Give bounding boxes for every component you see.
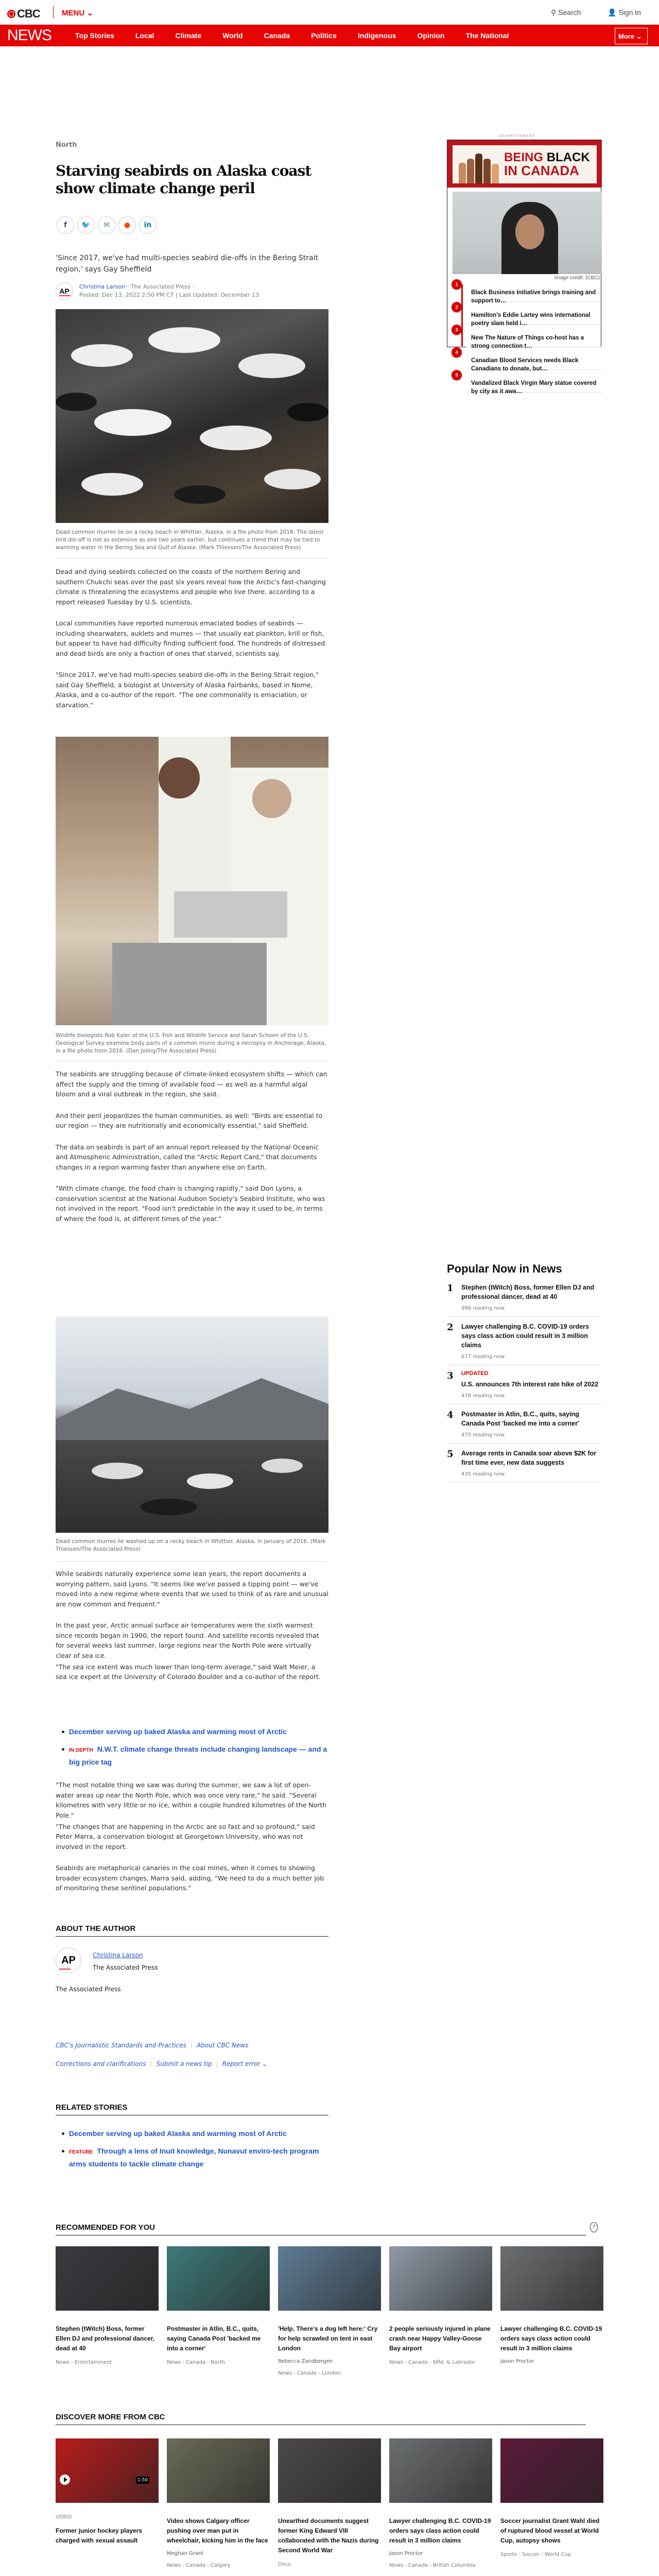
ad-story-title: Black Business Initiative brings training and support to…	[471, 290, 596, 304]
discover-row-1	[56, 2438, 612, 2570]
standards-links	[56, 2042, 248, 2049]
reddit-icon[interactable]: ●	[118, 216, 136, 234]
reading-count: 478 reading now	[461, 1393, 505, 1399]
story-author: Rebecca Zandbergen	[278, 2359, 333, 2364]
standards-link[interactable]: Report error	[222, 2060, 261, 2067]
popular-title[interactable]: Postmaster in Atlin, B.C., quits, saying Canada Post 'backed me into a corner'	[461, 1411, 579, 1427]
story-image[interactable]	[500, 2438, 603, 2503]
ad-story-item[interactable]	[455, 370, 602, 395]
related-link-title[interactable]: Through a lens of Inuit knowledge, Nunavut enviro-tech program arms students to tackle climate change	[69, 2147, 319, 2168]
story-image[interactable]	[56, 2438, 159, 2503]
popular-rank: 3	[447, 1370, 454, 1381]
story-image[interactable]	[278, 2246, 381, 2311]
article-paragraph: The seabirds are struggling because of climate-linked ecosystem shifts — which can affect the supply and the timing of available food — as well as a harmful algal bloom and a viral outbreak in the region, she said.	[56, 1070, 327, 1098]
article-paragraph: The data on seabirds is part of an annual report released by the National Oceanic and Atmospheric Administration, called the "Arctic Report Card," that documents changes in a region warming faster than anywhere else on Earth.	[56, 1143, 319, 1171]
share-bar	[57, 216, 157, 234]
ad-story-title: Hamilton's Eddie Lartey wins international poetry slam held i…	[471, 312, 591, 327]
story-title[interactable]: Lawyer challenging B.C. COVID-19 orders says class action could result in 3 million claims	[500, 2325, 602, 2352]
popular-rank: 4	[447, 1410, 454, 1420]
story-image[interactable]	[500, 2246, 603, 2311]
story-image[interactable]	[167, 2438, 270, 2503]
play-icon[interactable]	[60, 2475, 70, 2485]
story-title[interactable]: 'Help. There's a dog left here:' Cry for help scrawled on tent in east London	[278, 2325, 378, 2352]
popular-title[interactable]: Average rents in Canada soar above $2K for first time ever, new data suggests	[461, 1450, 597, 1466]
article-deck: 'Since 2017, we've had multi-species seabird die-offs in the Bering Strait region,' says Gay Sheffield	[56, 254, 318, 274]
search-button[interactable]: ⚲ Search	[551, 8, 581, 16]
related-link[interactable]	[56, 1743, 328, 1768]
more-button[interactable]: More ⌄	[615, 28, 648, 44]
photo-caption: Dead common murres lie on a rocky beach in Whittier, Alaska, in a file photo from 2016. The latest bird die-off is not as extensive as one two years earlier, but continues a trend that may be tied to warming water in the Bering Sea and Gulf of Alaska. (Mark Thiessen/The Associated Press)	[56, 529, 324, 551]
nav-item-indigenous[interactable]: Indigenous	[357, 31, 396, 40]
ad-story-title: New The Nature of Things co-host has a strong connection t…	[471, 335, 584, 349]
twitter-icon[interactable]: 🐦	[77, 216, 95, 234]
photo-caption: Dead common murres lie washed up on a rocky beach in Whittier, Alaska, in January of 2016. (Mark Thiessen/The Associated Press)	[56, 1538, 326, 1552]
ad-story-item[interactable]	[455, 347, 602, 372]
article-paragraph: "The changes that are happening in the Arctic are so fast and so profound," said Peter Marra, a conservation biologist at Georgetown University, who was not involved in the report.	[56, 1822, 315, 1851]
related-link-title[interactable]: December serving up baked Alaska and warming most of Arctic	[69, 1727, 287, 1736]
story-label: VIDEO	[56, 2514, 72, 2520]
story-breadcrumb: News - Canada - Calgary	[167, 2563, 231, 2568]
video-duration: 1:50	[136, 2477, 149, 2484]
nav-item-top-stories[interactable]: Top Stories	[75, 31, 114, 40]
biologists-illustration	[56, 737, 328, 1025]
story-card[interactable]	[167, 2246, 270, 2378]
nav-item-opinion[interactable]: Opinion	[417, 31, 445, 40]
story-title[interactable]: Lawyer challenging B.C. COVID-19 orders says class action could result in 3 million claims	[389, 2517, 491, 2544]
article-paragraph: Seabirds are metaphorical canaries in the coal mines, when it comes to showing broader ecosystem changes, Marra said, adding, "We need to do a much better job of monitoring these sentinel populations."	[56, 1864, 324, 1892]
chevron-down-icon: ⌄	[636, 32, 642, 40]
photo-dead-murres	[56, 309, 328, 523]
ad-banner: BEING BLACK IN CANADA	[447, 140, 602, 188]
feedback-links	[56, 2060, 267, 2067]
help-button[interactable]: ?	[590, 2222, 598, 2232]
cbc-logo[interactable]: CBC	[7, 7, 40, 21]
updated-badge: UPDATED	[461, 1370, 489, 1377]
story-tag: IN DEPTH	[69, 1748, 93, 1753]
divider	[56, 1561, 328, 1562]
search-icon: ⚲	[551, 8, 557, 16]
popular-rank: 2	[447, 1322, 454, 1333]
popular-item[interactable]	[447, 1370, 601, 1404]
article-paragraph: "The sea ice extent was much lower than long-term average," said Walt Meier, a sea ice expert at the University of Colorado Boulder and a co-author of the report.	[56, 1663, 321, 1681]
story-card[interactable]	[500, 2246, 603, 2378]
story-breadcrumb: News - Canada - North	[167, 2360, 225, 2365]
nav-items	[75, 31, 530, 40]
story-breadcrumb: News - Canada - Nfld. & Labrador	[389, 2360, 476, 2365]
ad-story-item[interactable]	[455, 302, 602, 327]
post-dates: Posted: Dec 13, 2022 2:50 PM CT | Last Updated: December 13	[79, 292, 259, 298]
related-link[interactable]	[56, 1726, 328, 1737]
top-bar	[0, 0, 659, 25]
reading-count: 677 reading now	[461, 1354, 505, 1360]
linkedin-icon[interactable]: in	[139, 216, 157, 234]
author-bio: The Associated Press	[56, 1986, 121, 1993]
author-link[interactable]: Christina Larson	[79, 283, 126, 290]
rank-badge: 1	[452, 279, 462, 290]
popular-title[interactable]: Lawyer challenging B.C. COVID-19 orders says class action could result in 3 million claims	[461, 1323, 589, 1349]
popular-heading: Popular Now in News	[447, 1262, 562, 1275]
article-paragraph: "With climate change, the food chain is changing rapidly," said Don Lyons, a conservation scientist at the National Audubon Society's Seabird Institute, who was not involved in the report. "Food isn't predictable in the way it used to be, in terms of where the food is, at different times of the year."	[56, 1184, 325, 1223]
story-title[interactable]: Stephen (tWitch) Boss, former Ellen DJ and professional dancer, dead at 40	[56, 2325, 155, 2352]
related-stories-heading: RELATED STORIES	[56, 2103, 328, 2115]
popular-item[interactable]	[447, 1449, 601, 1483]
news-nav	[0, 25, 659, 46]
article-paragraph: Local communities have reported numerous emaciated bodies of seabirds — including shearwaters, auklets and murres — that usually eat plankton, krill or fish, but appear to have had difficulty finding sufficient food. The hundreds of distressed and dead birds are only a fraction of ones that starved, scientists say.	[56, 619, 325, 657]
ad-story-title: Vandalized Black Virgin Mary statue covered by city as it awa…	[471, 380, 597, 395]
related-link-title[interactable]: N.W.T. climate change threats include changing landscape — and a big price tag	[69, 1745, 327, 1766]
nav-item-canada[interactable]: Canada	[264, 31, 290, 40]
beach-illustration	[56, 1316, 328, 1533]
rank-badge: 4	[452, 347, 462, 358]
divider	[53, 6, 54, 19]
ad-story-item[interactable]	[455, 279, 602, 304]
story-image[interactable]	[389, 2246, 492, 2311]
standards-link[interactable]: Corrections and clarifications	[56, 2060, 146, 2067]
author-org: The Associated Press	[93, 1964, 158, 1971]
cbc-gem-icon	[7, 10, 15, 18]
nav-item-local[interactable]: Local	[135, 31, 154, 40]
ad-label: ADVERTISEMENT	[498, 134, 535, 138]
recommended-cards	[56, 2246, 612, 2378]
reading-count: 435 reading now	[461, 1471, 505, 1477]
nav-item-the-national[interactable]: The National	[465, 31, 509, 40]
reading-count: 475 reading now	[461, 1432, 505, 1438]
story-card[interactable]	[56, 2246, 159, 2378]
sign-in-button[interactable]: 👤 Sign In	[608, 8, 641, 16]
story-image[interactable]	[389, 2438, 492, 2503]
story-title[interactable]: Soccer journalist Grant Wahl died of ruptured blood vessel at World Cup, autopsy shows	[500, 2517, 600, 2544]
story-title[interactable]: Former junior hockey players charged with sexual assault	[56, 2527, 143, 2544]
article-paragraph: While seabirds naturally experience some lean years, the report documents a worrying pattern, said Lyons. "It seems like we've passed a tipping point — we've moved into a new regime where events that we used to think of as rare and unusual are now common and frequent."	[56, 1570, 328, 1608]
ad-photo	[453, 192, 602, 274]
standards-link[interactable]: CBC's Journalistic Standards and Practices	[56, 2042, 186, 2049]
story-card[interactable]	[278, 2246, 381, 2378]
article-paragraph: Dead and dying seabirds collected on the coasts of the northern Bering and southern Chukchi seas over the past six years reveal how the Arctic's fast-changing climate is threatening the ecosystems and people who live there, according to a report released Tuesday by U.S. scientists.	[56, 568, 326, 606]
headline: Starving seabirds on Alaska coast show climate change peril	[56, 162, 311, 197]
story-breadcrumb: News - Entertainment	[56, 2360, 112, 2365]
story-card[interactable]	[56, 2438, 159, 2570]
chevron-down-icon: ⌄	[86, 9, 93, 18]
separator: |	[216, 2060, 218, 2067]
being-black-in-canada-ad[interactable]	[447, 140, 601, 395]
story-title[interactable]: Postmaster in Atlin, B.C., quits, saying Canada Post 'backed me into a corner'	[167, 2325, 261, 2352]
facebook-icon[interactable]: f	[57, 216, 74, 234]
photo-caption: Wildlife biologists Rob Kaler of the U.S. Fish and Wildlife Service and Sarah Schoen of the U.S. Geological Survey examine body parts of a common murre during a necropsy in Anchorage, Alaska, in a file photo from 2016. (Dan Joling/The Associated Press)	[56, 1032, 326, 1054]
image-credit: Image credit: (CBC)	[554, 275, 600, 281]
related-link-title[interactable]: December serving up baked Alaska and warming most of Arctic	[69, 2129, 287, 2138]
chevron-down-icon: ⌄	[260, 2060, 268, 2067]
story-title[interactable]: Unearthed documents suggest former King Edward VIII collaborated with the Nazis during Second World War	[278, 2517, 379, 2554]
story-card[interactable]	[500, 2438, 603, 2570]
ap-logo: AP	[56, 1947, 81, 1973]
popular-rank: 1	[447, 1283, 454, 1294]
popular-title[interactable]: U.S. announces 7th interest rate hike of 2022	[461, 1381, 599, 1388]
story-card[interactable]	[389, 2438, 492, 2570]
article-paragraph: In the past year, Arctic annual surface air temperatures were the sixth warmest since records began in 1900, the report found. And satellite records revealed that for several weeks last summer, large regions near the North Pole were virtually clear of sea ice.	[56, 1621, 319, 1659]
popular-item[interactable]	[447, 1283, 601, 1317]
recommended-heading: RECOMMENDED FOR YOU	[56, 2223, 586, 2235]
related-stories-list	[56, 2128, 328, 2176]
story-author: Jason Proctor	[389, 2551, 423, 2556]
standards-link[interactable]: Submit a news tip	[156, 2060, 212, 2067]
popular-item[interactable]	[447, 1322, 601, 1365]
story-breadcrumb: Sports - Soccer - World Cup	[500, 2552, 571, 2557]
story-card[interactable]	[389, 2246, 492, 2378]
birds-illustration	[56, 309, 328, 523]
story-breadcrumb: Docs	[278, 2562, 291, 2567]
story-image[interactable]	[167, 2246, 270, 2311]
ad-story-item[interactable]	[455, 325, 602, 349]
story-image[interactable]	[278, 2438, 381, 2503]
story-title[interactable]: 2 people seriously injured in plane crash near Happy Valley-Goose Bay airport	[389, 2325, 491, 2352]
raised-fists-icon	[459, 150, 500, 183]
article-paragraph: "Since 2017, we've had multi-species seabird die-offs in the Bering Strait region," said Gay Sheffield, a biologist at University of Alaska Fairbanks, based in Nome, Alaska, and a co-author of the report. "The one commonality is emaciation, or starvation."	[56, 671, 319, 709]
story-title[interactable]: Video shows Calgary officer pushing over man put in wheelchair, kicking him in the face	[167, 2517, 268, 2544]
popular-now	[447, 1262, 601, 1488]
popular-rank: 5	[447, 1449, 454, 1460]
nav-item-climate[interactable]: Climate	[175, 31, 202, 40]
ap-logo: AP	[56, 282, 73, 300]
nav-item-world[interactable]: World	[222, 31, 243, 40]
story-card[interactable]	[278, 2438, 381, 2570]
ad-story-title: Canadian Blood Services needs Black Canadians to donate, but…	[471, 358, 579, 372]
rank-badge: 5	[452, 370, 462, 380]
user-icon: 👤	[608, 8, 617, 16]
photo-murres-beach	[56, 1316, 328, 1533]
about-author-heading: ABOUT THE AUTHOR	[56, 1924, 328, 1937]
author-link[interactable]: Christina Larson	[93, 1952, 143, 1959]
rank-badge: 3	[452, 325, 462, 335]
article-paragraph: And their peril jeopardizes the human communities, as well: "Birds are essential to our region — they are nutritionally and economically essential," said Sheffield.	[56, 1111, 323, 1129]
story-image[interactable]	[56, 2246, 159, 2311]
story-card[interactable]	[167, 2438, 270, 2570]
article-paragraph: "The most notable thing we saw was during the summer, we saw a lot of open-water areas up near the North Pole, which was once very rare," he said. "Several kilometres with very little or no ice, within a couple hundred kilometres of the North Pole."	[56, 1781, 327, 1819]
menu-button[interactable]: MENU ⌄	[62, 9, 93, 18]
story-author: Jason Proctor	[500, 2359, 534, 2364]
section-label[interactable]: North	[56, 141, 77, 149]
discover-heading: DISCOVER MORE FROM CBC	[56, 2413, 586, 2425]
popular-title[interactable]: Stephen (tWitch) Boss, former Ellen DJ and professional dancer, dead at 40	[461, 1284, 595, 1300]
email-icon[interactable]: ✉	[98, 216, 115, 234]
inline-related-links	[56, 1726, 328, 1774]
story-breadcrumb: News - Canada - British Columbia	[389, 2563, 476, 2568]
ad-story-list	[447, 279, 602, 393]
separator: |	[190, 2042, 193, 2049]
photo-biologists	[56, 737, 328, 1025]
reading-count: 996 reading now	[461, 1306, 505, 1311]
story-author: Meghan Grant	[167, 2551, 204, 2556]
related-link[interactable]	[56, 2128, 328, 2139]
story-breadcrumb: News - Canada - London	[278, 2370, 341, 2376]
separator: |	[150, 2060, 152, 2067]
story-tag: FEATURE	[69, 2149, 93, 2155]
related-link[interactable]	[56, 2145, 328, 2170]
standards-link[interactable]: About CBC News	[196, 2042, 249, 2049]
nav-item-politics[interactable]: Politics	[311, 31, 337, 40]
popular-item[interactable]	[447, 1410, 601, 1444]
rank-badge: 2	[452, 302, 462, 312]
news-section-label[interactable]: NEWS	[7, 27, 51, 44]
